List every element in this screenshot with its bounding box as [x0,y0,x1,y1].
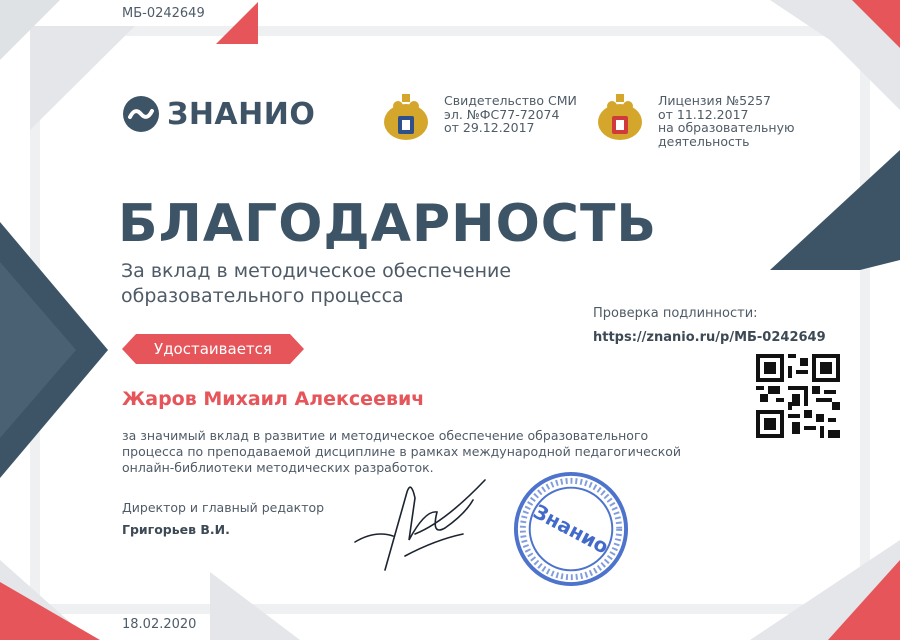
logo-text: ЗНАНИО [167,96,316,132]
description-line: процесса по преподаваемой дисциплине в рамках международной педагогической [122,444,682,459]
verification-url[interactable]: https://znanio.ru/p/МБ-0242649 [593,330,826,345]
russian-eagle-emblem-icon [592,92,648,148]
award-description [122,428,722,476]
seal-text: Знанио [529,500,613,559]
registration-line: от 11.12.2017 [658,106,749,122]
registration-line: Лицензия №5257 [658,93,771,108]
recipient-name: Жаров Михаил Алексеевич [122,388,425,410]
description-line: за значимый вклад в развитие и методическое обеспечение образовательного [122,428,649,443]
registration-media-text [444,94,577,135]
qr-code[interactable] [756,354,840,438]
subtitle-line: За вклад в методическое обеспечение [121,260,512,282]
russian-eagle-emblem-icon [378,92,434,148]
registration-line: на образовательную [658,120,795,135]
znanio-logo-icon [121,94,161,134]
certificate-serial: МБ-0242649 [122,6,205,21]
registration-line: деятельность [658,133,750,149]
frame-bottom-band [30,604,870,614]
signatory-name: Григорьев В.И. [122,522,230,537]
certificate-title: БЛАГОДАРНОСТЬ [118,194,658,254]
handwritten-signature [345,470,505,580]
award-label: Удостаивается [154,340,272,358]
signatory-role: Директор и главный редактор [122,500,325,515]
registration-line: Свидетельство СМИ [444,93,577,108]
subtitle-line: образовательного процесса [121,285,404,307]
frame-top-band [30,26,870,36]
corner-gray-top-left [30,26,135,130]
certificate-subtitle [121,259,511,309]
description-line: онлайн-библиотеки методических разработок. [122,460,434,475]
right-navy-shape [770,150,900,270]
verification-label: Проверка подлинности: [593,306,758,321]
company-seal [512,470,630,588]
frame-right-band [860,26,870,614]
top-red-triangle [216,2,258,44]
registration-line: от 29.12.2017 [444,120,535,135]
registration-license-text [658,94,795,148]
znanio-logo [121,94,315,134]
registration-line: эл. №ФС77-72074 [444,106,560,122]
issue-date: 18.02.2020 [122,617,197,632]
